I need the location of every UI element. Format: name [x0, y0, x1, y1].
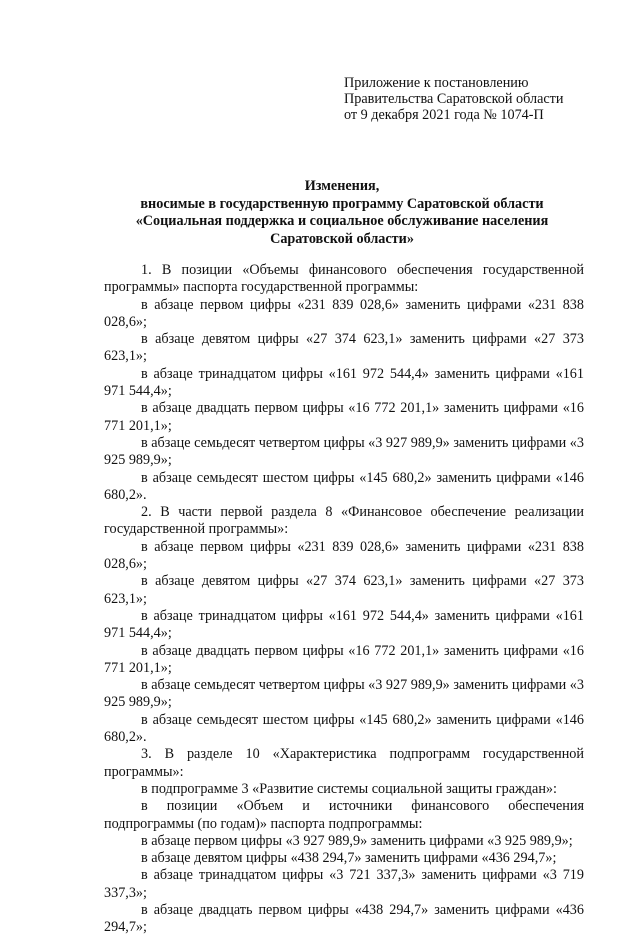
paragraph: в абзаце девятом цифры «438 294,7» заменить цифрами «436 294,7»;: [141, 850, 557, 867]
paragraph: в позиции «Объем и источники финансового обеспечения подпрограммы (по годам)» паспорта подпрограммы:: [104, 798, 584, 832]
paragraph: в абзаце девятом цифры «27 374 623,1» заменить цифрами «27 373 623,1»;: [104, 331, 584, 365]
appendix-header: [344, 75, 563, 123]
paragraph: в абзаце тринадцатом цифры «3 721 337,3» заменить цифрами «3 719 337,3»;: [104, 867, 584, 901]
paragraph: в абзаце первом цифры «231 839 028,6» заменить цифрами «231 838 028,6»;: [104, 296, 584, 330]
paragraph: в абзаце двадцать первом цифры «16 772 201,1» заменить цифрами «16 771 201,1»;: [104, 642, 584, 676]
appendix-line-1: Приложение к постановлению: [344, 75, 529, 91]
paragraph: 2. В части первой раздела 8 «Финансовое обеспечение реализации государственной программы»:: [104, 504, 584, 538]
paragraph: в абзаце семьдесят четвертом цифры «3 927 989,9» заменить цифрами «3 925 989,9»;: [104, 434, 584, 469]
paragraph: в абзаце двадцать первом цифры «438 294,7» заменить цифрами «436 294,7»;: [104, 901, 584, 936]
paragraph: 1. В позиции «Объемы финансового обеспечения государственной программы» паспорта государственной программы:: [104, 262, 584, 296]
title-line-1: Изменения,: [304, 178, 380, 194]
paragraph: в абзаце семьдесят шестом цифры «145 680,2» заменить цифрами «146 680,2».: [104, 469, 584, 503]
title-line-4: Саратовской области»: [270, 230, 414, 247]
paragraph: в абзаце семьдесят шестом цифры «145 680,2» заменить цифрами «146 680,2».: [104, 711, 584, 746]
title-line-2: вносимые в государственную программу Саратовской области: [140, 195, 544, 212]
paragraph: в подпрограмме 3 «Развитие системы социальной защиты граждан»:: [141, 780, 557, 797]
appendix-line-3: от 9 декабря 2021 года № 1074-П: [344, 107, 544, 123]
paragraph: 3. В разделе 10 «Характеристика подпрограмм государственной программы»:: [104, 746, 584, 780]
paragraph: в абзаце первом цифры «3 927 989,9» заменить цифрами «3 925 989,9»;: [141, 832, 573, 849]
paragraph: в абзаце первом цифры «231 839 028,6» заменить цифрами «231 838 028,6»;: [104, 538, 584, 573]
paragraph: в абзаце семьдесят четвертом цифры «3 927 989,9» заменить цифрами «3 925 989,9»;: [104, 677, 584, 711]
document-body: [104, 262, 584, 937]
paragraph: в абзаце двадцать первом цифры «16 772 201,1» заменить цифрами «16 771 201,1»;: [104, 400, 584, 434]
paragraph: в абзаце девятом цифры «27 374 623,1» заменить цифрами «27 373 623,1»;: [104, 573, 584, 607]
title-line-3: «Социальная поддержка и социальное обслуживание населения: [135, 213, 549, 229]
appendix-line-2: Правительства Саратовской области: [344, 91, 564, 107]
paragraph: в абзаце тринадцатом цифры «161 972 544,4» заменить цифрами «161 971 544,4»;: [104, 607, 584, 642]
document-title: [100, 178, 584, 248]
paragraph: в абзаце тринадцатом цифры «161 972 544,4» заменить цифрами «161 971 544,4»;: [104, 365, 584, 400]
